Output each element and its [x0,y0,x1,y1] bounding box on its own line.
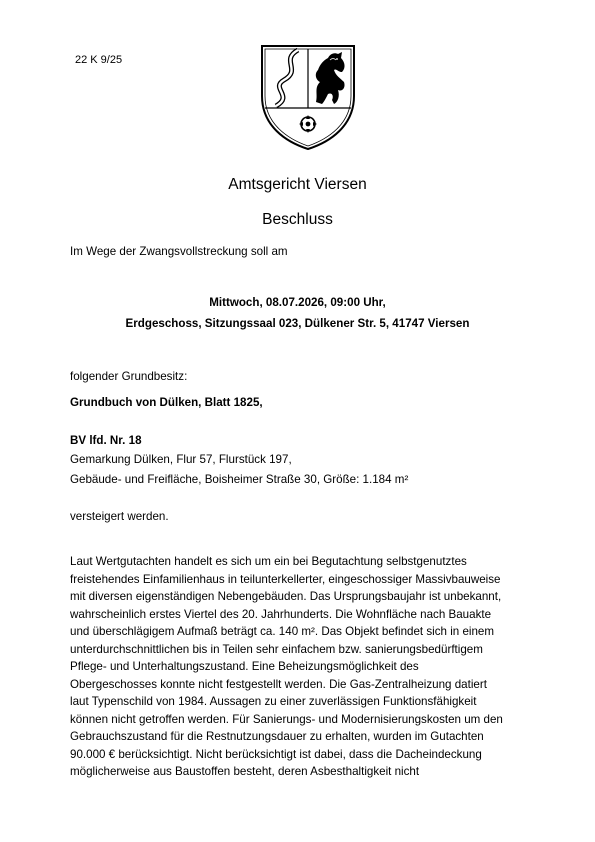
property-parcel: Gemarkung Dülken, Flur 57, Flurstück 197, [70,453,292,466]
appraisal-line: wahrscheinlich erstes Viertel des 20. Jahrhunderts. Die Wohnfläche nach Bauakte [70,607,492,621]
appraisal-line: unterdurchschnittlichen bis in Teilen sehr einfachem bzw. sanierungsbedürftigem [70,642,483,656]
file-number: 22 K 9/25 [75,54,123,66]
property-description: Gebäude- und Freifläche, Boisheimer Straße 30, Größe: 1.184 m² [70,473,409,486]
appraisal-line: Gebrauchszustand für die Restnutzungsdauer zu erhalten, wurden im Gutachten [70,730,484,743]
appraisal-line: Laut Wertgutachten handelt es sich um ein bei Begutachtung selbstgenutztes [70,555,467,568]
appraisal-line: Pflege- und Unterhaltungszustand. Eine Beheizungsmöglichkeit des [70,660,419,673]
auction-phrase: versteigert werden. [70,510,169,523]
appraisal-line: und überschlägigem Aufmaß beträgt ca. 140 m². Das Objekt befindet sich in einem [70,625,495,638]
auction-location: Erdgeschoss, Sitzungssaal 023, Dülkener Str. 5, 41747 Viersen [125,317,470,330]
document-title: Beschluss [262,211,333,228]
court-name: Amtsgericht Viersen [228,176,367,193]
appraisal-line: freistehendes Einfamilienhaus in teilunterkellerter, eingeschossiger Massivbauweise [70,572,501,586]
coat-of-arms-emblem [258,40,358,152]
land-register: Grundbuch von Dülken, Blatt 1825, [70,396,263,409]
appraisal-line: Obergeschosses konnte nicht festgestellt werden. Die Gas-Zentralheizung datiert [70,677,487,691]
auction-date: Mittwoch, 08.07.2026, 09:00 Uhr, [209,296,386,309]
intro-text: Im Wege der Zwangsvollstreckung soll am [70,245,288,258]
appraisal-line: laut Typenschild von 1984. Aussagen zu einer zuverlässigen Funktionsfähigkeit [70,695,477,708]
following-text: folgender Grundbesitz: [70,370,188,383]
appraisal-line: mit diversen eigenständigen Nebengebäuden. Das Ursprungsbaujahr ist unbekannt, [70,590,502,603]
appraisal-line: können nicht getroffen werden. Für Sanierungs- und Modernisierungskosten um den [70,712,503,726]
appraisal-line: möglicherweise aus Baustoffen besteht, deren Asbesthaltigkeit nicht [70,765,420,778]
property-entry: BV lfd. Nr. 18 [70,434,142,447]
appraisal-line: 90.000 € berücksichtigt. Nicht berücksichtigt ist dabei, dass die Dacheindeckung [70,747,482,761]
appraisal-paragraph [70,553,540,781]
